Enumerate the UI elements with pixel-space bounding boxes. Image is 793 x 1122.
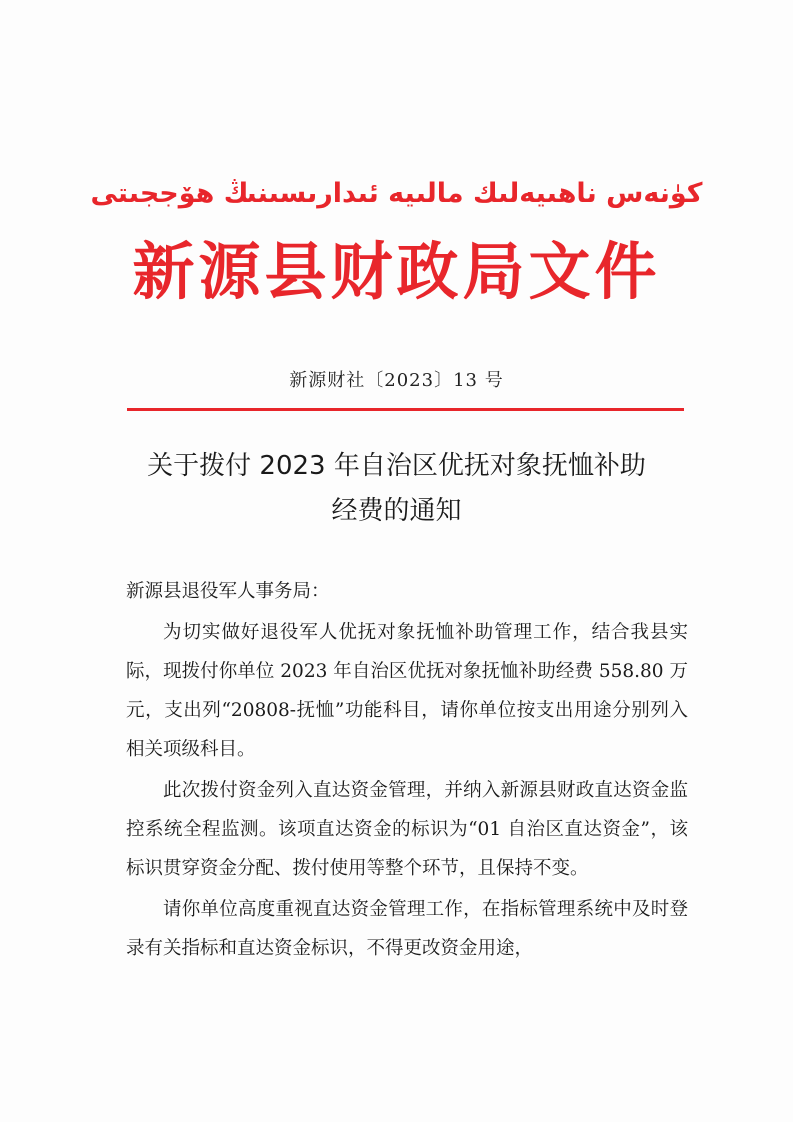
- body-paragraph-1: 为切实做好退役军人优抚对象抚恤补助管理工作，结合我县实际，现拨付你单位 2023 年自治区优抚对象抚恤补助经费 558.80 万元，支出列“20808-抚恤”功能科目，请你单位按支出用途分别列入相关项级科目。: [126, 622, 688, 760]
- document-number: 新源财社〔2023〕13 号: [289, 370, 504, 391]
- body-paragraph-2: 此次拨付资金列入直达资金管理，并纳入新源县财政直达资金监控系统全程监测。该项直达资金的标识为“01 自治区直达资金”，该标识贯穿资金分配、拨付使用等整个环节，且保持不变。: [126, 780, 688, 879]
- uyghur-header-title: كۈنەس ناھىيەلىك مالىيە ئىدارىسىنىڭ ھۆججىتى: [90, 178, 703, 209]
- notice-title-line-2: 经费的通知: [331, 496, 462, 526]
- notice-body: [126, 572, 688, 968]
- document-header-title: 新源县财政局文件: [132, 235, 661, 308]
- body-paragraph-3: 请你单位高度重视直达资金管理工作，在指标管理系统中及时登录有关指标和直达资金标识，不得更改资金用途，: [126, 899, 688, 959]
- notice-title-line-1: 关于拨付 2023 年自治区优抚对象抚恤补助: [147, 451, 646, 481]
- red-divider-line: [127, 408, 684, 411]
- addressee: 新源县退役军人事务局：: [126, 581, 330, 602]
- notice-title: [100, 444, 693, 534]
